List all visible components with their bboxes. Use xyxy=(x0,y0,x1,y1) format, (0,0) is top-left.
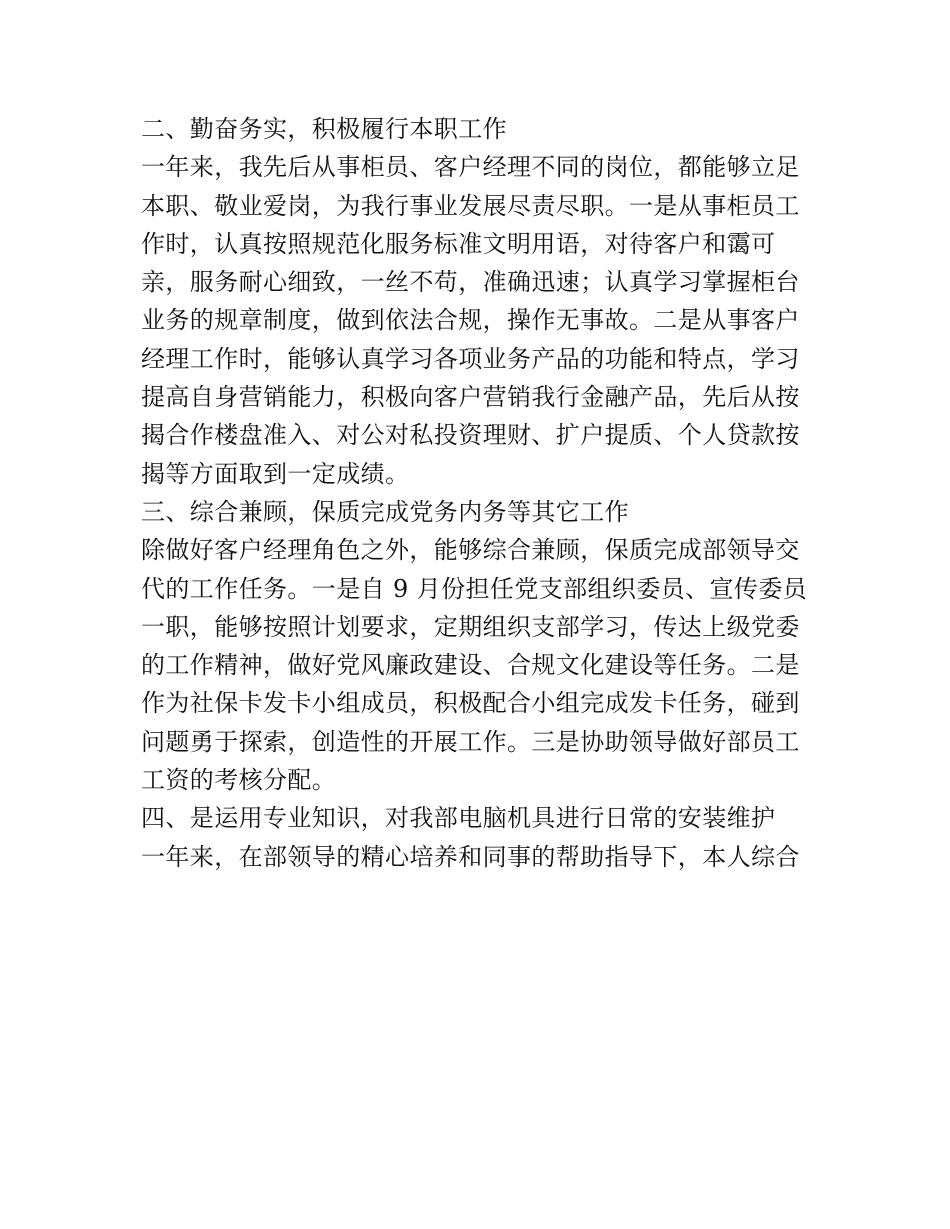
paragraph-line: 提高自身营销能力，积极向客户营销我行金融产品，先后从按 xyxy=(141,383,800,412)
paragraph-line: 一年来，在部领导的精心培养和同事的帮助指导下，本人综合 xyxy=(141,842,800,871)
paragraph-line: 本职、敬业爱岗，为我行事业发展尽责尽职。一是从事柜员工 xyxy=(141,191,800,220)
paragraph-line: 揭等方面取到一定成绩。 xyxy=(141,459,410,488)
paragraph-line: 业务的规章制度，做到依法合规，操作无事故。二是从事客户 xyxy=(141,306,800,335)
paragraph-line: 亲，服务耐心细致，一丝不苟，准确迅速；认真学习掌握柜台 xyxy=(141,268,800,297)
document-body xyxy=(141,110,821,876)
paragraph-line: 问题勇于探索，创造性的开展工作。三是协助领导做好部员工 xyxy=(141,727,800,756)
heading-section-4: 四、是运用专业知识，对我部电脑机具进行日常的安装维护 xyxy=(141,804,776,833)
paragraph-line: 经理工作时，能够认真学习各项业务产品的功能和特点，学习 xyxy=(141,344,800,373)
paragraph-line: 工资的考核分配。 xyxy=(141,766,337,795)
paragraph-line: 揭合作楼盘准入、对公对私投资理财、扩户提质、个人贷款按 xyxy=(141,421,800,450)
paragraph-line: 作为社保卡发卡小组成员，积极配合小组完成发卡任务，碰到 xyxy=(141,689,800,718)
heading-section-2: 二、勤奋务实，积极履行本职工作 xyxy=(141,115,507,143)
paragraph-line: 作时，认真按照规范化服务标准文明用语，对待客户和霭可 xyxy=(141,229,776,258)
paragraph-line: 一职，能够按照计划要求，定期组织支部学习，传达上级党委 xyxy=(141,612,800,641)
paragraph-line: 代的工作任务。一是自 9 月份担任党支部组织委员、宣传委员 xyxy=(141,574,808,603)
paragraph-line: 除做好客户经理角色之外，能够综合兼顾，保质完成部领导交 xyxy=(141,536,800,565)
heading-section-3: 三、综合兼顾，保质完成党务内务等其它工作 xyxy=(141,497,629,526)
paragraph-line: 一年来，我先后从事柜员、客户经理不同的岗位，都能够立足 xyxy=(141,153,800,182)
paragraph-line: 的工作精神，做好党风廉政建设、合规文化建设等任务。二是 xyxy=(141,651,800,680)
